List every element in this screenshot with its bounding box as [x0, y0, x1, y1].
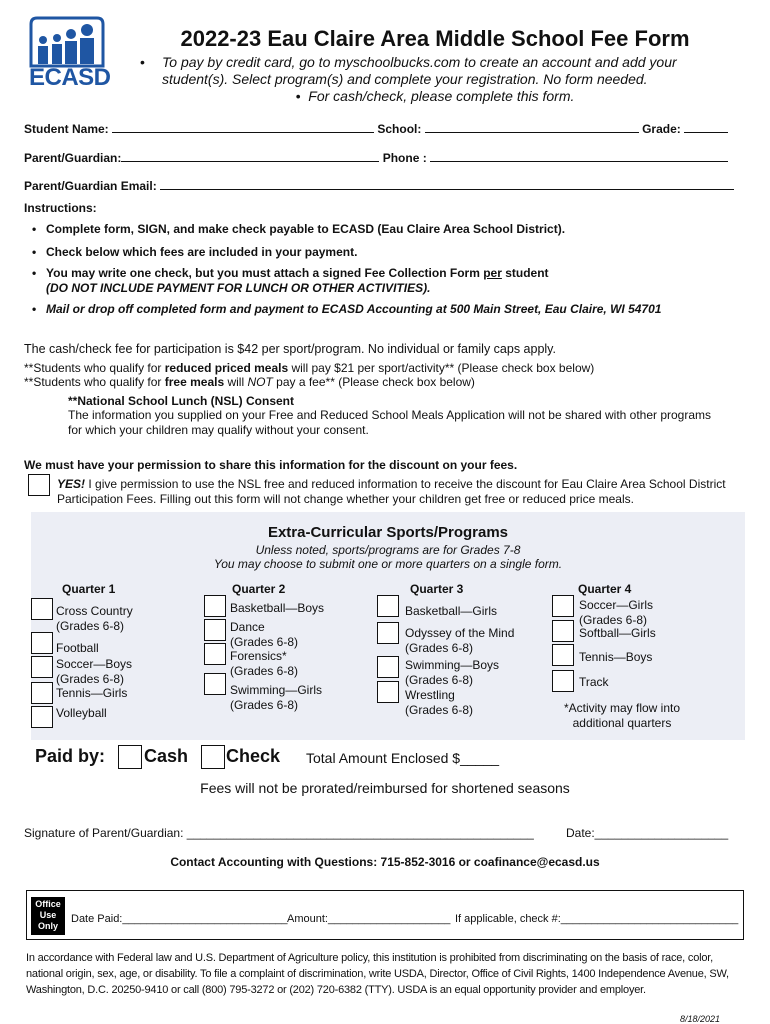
swimming-boys-checkbox[interactable] [377, 656, 399, 678]
student-name-row [24, 121, 728, 136]
activity-swimming-boys: Swimming—Boys [405, 658, 500, 672]
quarter-2-title: Quarter 2 [232, 582, 286, 596]
activity-flow-note: *Activity may flow into additional quarters [563, 701, 681, 730]
check-checkbox[interactable] [201, 745, 225, 769]
wrestling-checkbox[interactable] [377, 681, 399, 703]
activity-wrestling-grades: (Grades 6-8) [405, 703, 474, 717]
phone-field[interactable] [430, 150, 728, 162]
activity-soccer-boys: Soccer—Boys [56, 657, 133, 671]
instructions-heading: Instructions: [24, 201, 97, 215]
intro-bullet-cash-check: • For cash/check, please complete this form. [295, 88, 575, 104]
activity-odyssey-grades: (Grades 6-8) [405, 641, 474, 655]
odyssey-checkbox[interactable] [377, 622, 399, 644]
activity-swimming-girls-grades: (Grades 6-8) [230, 698, 299, 712]
activity-soccer-girls-grades: (Grades 6-8) [579, 613, 648, 627]
forensics-checkbox[interactable] [204, 643, 226, 665]
activity-cross-country-grades: (Grades 6-8) [56, 619, 125, 633]
office-use-label: Office Use Only [31, 897, 65, 935]
activity-cross-country: Cross Country [56, 604, 133, 618]
instruction-item-3: • You may write one check, but you must attach a signed Fee Collection Form per student (DO NOT INCLUDE PAYMENT FOR LUNCH OR OTHER ACTIVITIES). [32, 266, 752, 296]
free-meals-note [24, 375, 744, 390]
parent-label: Parent/Guardian: [24, 151, 122, 165]
nsl-heading: **National School Lunch (NSL) Consent [68, 394, 295, 408]
permission-heading: We must have your permission to share this information for the discount on your fees. [24, 458, 518, 472]
date-paid-field[interactable]: Date Paid:___________________________ [71, 913, 288, 925]
dance-checkbox[interactable] [204, 619, 226, 641]
permission-statement: I give permission to use the NSL free and reduced information to receive the discount for Eau Claire Area School District Participation Fees. Filling out this form will not change whether your children get free or reduced price meals. [57, 477, 726, 506]
track-checkbox[interactable] [552, 670, 574, 692]
activity-basketball-girls: Basketball—Girls [405, 604, 498, 618]
free-post: pay a fee** (Please check box below) [272, 375, 475, 389]
programs-heading: Extra-Curricular Sports/Programs [267, 524, 509, 541]
activity-forensics-grades: (Grades 6-8) [230, 664, 299, 678]
quarter-1-title: Quarter 1 [62, 582, 116, 596]
check-label: Check [226, 746, 281, 766]
activity-swimming-girls: Swimming—Girls [230, 683, 323, 697]
parent-row [24, 150, 728, 165]
basketball-girls-checkbox[interactable] [377, 595, 399, 617]
check-number-field[interactable]: If applicable, check #:_____________________________ [455, 913, 739, 925]
nsl-consent-checkbox[interactable] [28, 474, 50, 496]
activity-odyssey: Odyssey of the Mind [405, 626, 515, 640]
reduced-meals-note [24, 361, 744, 376]
soccer-girls-checkbox[interactable] [552, 595, 574, 617]
grade-field[interactable] [684, 121, 728, 133]
page-title: 2022-23 Eau Claire Area Middle School Fee Form [180, 26, 690, 51]
activity-dance: Dance [230, 620, 265, 634]
tennis-girls-checkbox[interactable] [31, 682, 53, 704]
quarter-3-title: Quarter 3 [410, 582, 464, 596]
contact-info: Contact Accounting with Questions: 715-852-3016 or coafinance@ecasd.us [170, 855, 600, 869]
reduced-post: will pay $21 per sport/activity** (Please check box below) [288, 361, 595, 375]
activity-wrestling: Wrestling [405, 688, 455, 702]
school-label: School: [377, 122, 422, 136]
instruction-item-2: • Check below which fees are included in your payment. [32, 245, 752, 260]
quarter-4-title: Quarter 4 [578, 582, 632, 596]
nsl-text: The information you supplied on your Free and Reduced School Meals Application will not be shared with other programs for which your children may qualify without your consent. [68, 408, 712, 437]
email-field[interactable] [160, 178, 734, 190]
logo-text: ECASD [29, 64, 111, 91]
instruction-item-4-text: Mail or drop off completed form and payment to ECASD Accounting at 500 Main Street, Eau Claire, WI 54701 [46, 302, 662, 316]
permission-text [57, 477, 727, 507]
student-name-label: Student Name: [24, 122, 109, 136]
volleyball-checkbox[interactable] [31, 706, 53, 728]
soccer-boys-checkbox[interactable] [31, 656, 53, 678]
activity-track: Track [579, 675, 609, 689]
intro-bullets [140, 54, 730, 105]
reduced-bold: reduced priced meals [164, 361, 289, 375]
student-name-field[interactable] [112, 121, 374, 133]
instruction-item-3-text: You may write one check, but you must attach a signed Fee Collection Form [46, 266, 484, 280]
intro-bullet-cash-check-text: For cash/check, please complete this form. [308, 88, 575, 104]
activity-dance-grades: (Grades 6-8) [230, 635, 299, 649]
instruction-item-1-text: Complete form, SIGN, and make check payable to ECASD (Eau Claire Area School District). [46, 222, 566, 236]
instruction-item-3-per: per [483, 266, 502, 280]
permission-yes: YES! [57, 477, 86, 491]
activity-soccer-boys-grades: (Grades 6-8) [56, 672, 125, 686]
activity-soccer-girls: Soccer—Girls [579, 598, 654, 612]
paid-by-label: Paid by: [35, 746, 106, 766]
activity-softball-girls: Softball—Girls [579, 626, 656, 640]
intro-bullet-credit-card: • To pay by credit card, go to myschoolbucks.com to create an account and add your student(s). Select program(s) and complete your registration. No form needed. [140, 54, 730, 88]
email-label: Parent/Guardian Email: [24, 179, 157, 193]
instruction-item-2-text: Check below which fees are included in your payment. [46, 245, 358, 259]
instruction-item-3-note: (DO NOT INCLUDE PAYMENT FOR LUNCH OR OTHER ACTIVITIES). [46, 281, 431, 295]
free-pre: **Students who qualify for [24, 375, 165, 389]
cross-country-checkbox[interactable] [31, 598, 53, 620]
instruction-item-3-post: student [501, 266, 549, 280]
instruction-item-1: • Complete form, SIGN, and make check payable to ECASD (Eau Claire Area School District). [32, 222, 752, 237]
softball-girls-checkbox[interactable] [552, 620, 574, 642]
basketball-boys-checkbox[interactable] [204, 595, 226, 617]
parent-field[interactable] [121, 150, 379, 162]
free-not: NOT [247, 375, 273, 389]
signature-field[interactable]: Signature of Parent/Guardian: ____________________________________________________ [24, 826, 534, 840]
swimming-girls-checkbox[interactable] [204, 673, 226, 695]
total-amount-field[interactable]: Total Amount Enclosed $_____ [306, 750, 500, 766]
programs-note-grades: Unless noted, sports/programs are for Grades 7-8 [255, 543, 521, 557]
prorate-note: Fees will not be prorated/reimbursed for shortened seasons [200, 780, 570, 796]
nondiscrimination-statement: In accordance with Federal law and U.S. Department of Agriculture policy, this institution is prohibited from discriminating on the basis of race, color, national origin, sex, age, or disability. To file a complaint of discrimination, write USDA, Director, Office of Civil Rights, 1400 Independence Avenue, SW, Washington, D.C. 20250-9410 or call (800) 795-3272 or (202) 720-6382 (TTY). USDA is an equal opportunity provider and employer. [26, 952, 729, 996]
cash-label: Cash [144, 746, 189, 766]
fee-statement: The cash/check fee for participation is $42 per sport/program. No individual or family caps apply. [24, 342, 556, 356]
reduced-pre: **Students who qualify for [24, 361, 165, 375]
signature-date-field[interactable]: Date:____________________ [566, 826, 729, 840]
grade-label: Grade: [642, 122, 681, 136]
football-checkbox[interactable] [31, 632, 53, 654]
email-row [24, 178, 734, 193]
activity-basketball-boys: Basketball—Boys [230, 601, 325, 615]
activity-football: Football [56, 641, 99, 655]
tennis-boys-checkbox[interactable] [552, 644, 574, 666]
activity-tennis-boys: Tennis—Boys [579, 650, 653, 664]
revision-date: 8/18/2021 [680, 1014, 721, 1024]
office-use-box [26, 890, 744, 940]
activity-tennis-girls: Tennis—Girls [56, 686, 128, 700]
activity-swimming-boys-grades: (Grades 6-8) [405, 673, 474, 687]
instruction-item-4: • Mail or drop off completed form and payment to ECASD Accounting at 500 Main Street, Eau Claire, WI 54701 [32, 302, 752, 317]
ecasd-logo [27, 16, 111, 92]
activity-volleyball: Volleyball [56, 706, 107, 720]
phone-label: Phone : [382, 151, 427, 165]
programs-note-quarters: You may choose to submit one or more quarters on a single form. [213, 557, 563, 571]
cash-checkbox[interactable] [118, 745, 142, 769]
free-bold: free meals [164, 375, 225, 389]
activity-forensics: Forensics* [230, 649, 287, 663]
free-mid: will [224, 375, 248, 389]
school-field[interactable] [425, 121, 639, 133]
amount-field[interactable]: Amount:____________________ [287, 913, 451, 925]
